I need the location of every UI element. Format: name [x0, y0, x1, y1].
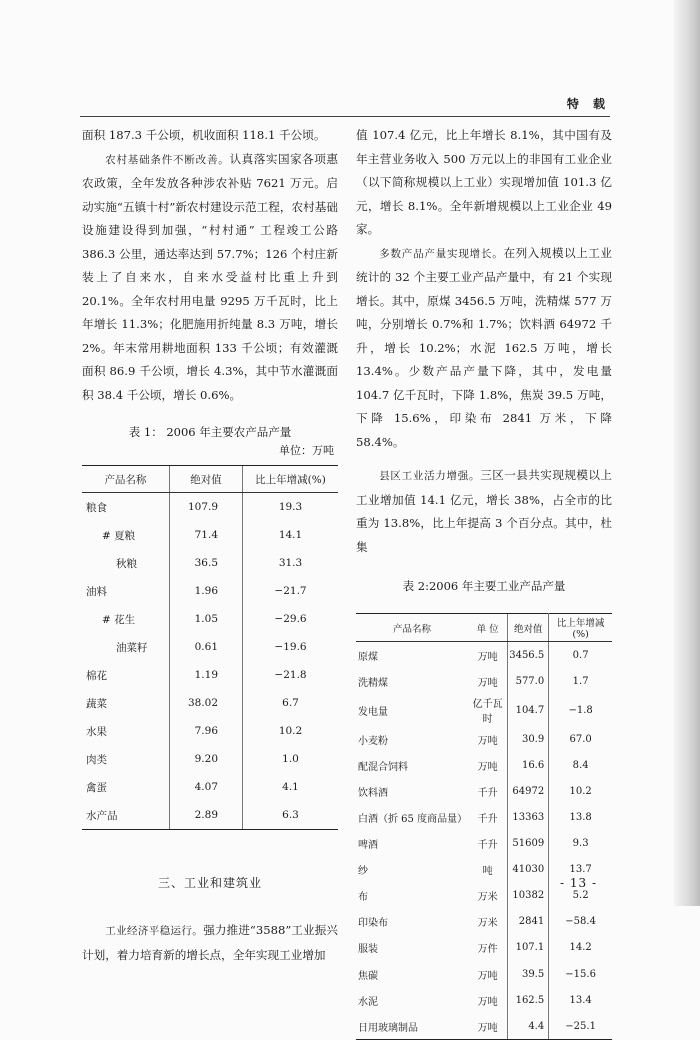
change-cell: 10.2	[569, 785, 592, 797]
change-cell: 9.3	[572, 838, 589, 850]
table-row	[82, 605, 338, 633]
paragraph-lead: 农村基础条件不断改善。	[105, 153, 230, 166]
paragraph	[82, 148, 338, 408]
product-name-cell: 秋粮	[116, 557, 137, 570]
paragraph-body: 强力推进“3588”工业振兴计划，着力培育新的增长点，全年实现工业增加	[82, 923, 338, 962]
product-name-cell: # 花生	[102, 613, 136, 626]
value-cell: 2841	[508, 909, 549, 935]
product-name-cell: 印染布	[358, 918, 388, 930]
page-number: - 13 -	[560, 876, 598, 890]
product-name-cell: 日用玻璃制品	[356, 1013, 468, 1040]
value-cell: 30.9	[508, 726, 549, 752]
change-cell: 10.2	[243, 717, 338, 745]
table-row	[356, 1013, 612, 1040]
product-name-cell: 蔬菜	[86, 697, 107, 710]
paragraph-lead: 多数产品产量实现增长。	[379, 247, 504, 260]
product-name-cell: 禽蛋	[86, 781, 107, 794]
value-cell: 162.5	[508, 987, 549, 1013]
unit-cell: 万吨	[477, 735, 498, 747]
column-header: 绝对值	[169, 466, 242, 493]
product-name-cell: 饮料酒	[358, 787, 388, 799]
table-unit: 单位：万吨	[279, 444, 334, 457]
column-header: 绝对值	[508, 614, 549, 642]
change-cell: 8.4	[572, 759, 589, 771]
paragraph-lead: 县区工业活力增强。	[379, 470, 481, 482]
value-cell: 71.4	[169, 521, 242, 549]
value-cell: 3456.5	[508, 642, 549, 669]
column-header: 单 位	[468, 614, 508, 642]
value-cell: 13363	[508, 804, 549, 830]
column-header: 产品名称	[356, 614, 468, 642]
product-name-cell: 肉类	[86, 753, 107, 766]
change-cell: 31.3	[243, 549, 338, 577]
paragraph-lead: 工业经济平稳运行。	[105, 925, 204, 937]
unit-cell: 万吨	[477, 996, 498, 1008]
unit-cell: 万吨	[477, 677, 498, 689]
value-cell: 51609	[508, 831, 549, 857]
product-name-cell: 焦碳	[358, 970, 378, 982]
table-row	[82, 689, 338, 717]
column-header: 产品名称	[82, 466, 169, 493]
product-name-cell: 小麦粉	[358, 735, 388, 747]
unit-cell: 吨	[482, 866, 493, 878]
table-row	[356, 752, 612, 778]
table-row	[82, 745, 338, 773]
product-name-cell: 粮食	[86, 501, 107, 514]
unit-cell: 万件	[477, 944, 498, 956]
table-row	[356, 831, 612, 857]
change-cell: −15.6	[565, 968, 596, 980]
table-caption: 表 1： 2006 年主要农产品产量	[128, 425, 292, 439]
right-column	[356, 124, 612, 1040]
paragraph-body: 三区一县共实现规模以上工业增加值 14.1 亿元，增长 38%，占全市的比重为 13.8%，比上年提高 3 个百分点。其中，杜集	[356, 468, 612, 554]
table-row	[82, 801, 338, 830]
table-row	[356, 778, 612, 804]
value-cell: 0.61	[169, 633, 242, 661]
change-cell: −21.8	[243, 661, 338, 689]
unit-cell: 万吨	[477, 761, 498, 773]
paragraph-body: 认真落实国家各项惠农政策，全年发放各种涉农补贴 7621 万元。启动实施“五镇十村”新农村建设示范工程，农村基础设施建设得到加强，“村村通” 工程竣工公路 386.3 公里，通达率达到 57.7%；126 个村庄新装上了自来水，自来水受益村比重上升到 20.1%。全年农村用电量 9295 万千瓦时，比上年增长 11.3%；化肥施用折纯量 8.3 万吨，增长 2%。年末常用耕地面积 133 千公顷；有效灌溉面积 86.9 千公顷，增长 4.3%，其中节水灌溉面积 38.4 千公顷，增长 0.6%。	[82, 151, 338, 402]
change-cell: 6.3	[243, 801, 338, 830]
value-cell: 1.19	[169, 661, 242, 689]
industrial-products-table	[356, 613, 612, 1040]
change-cell: 4.1	[243, 773, 338, 801]
table-header-row	[356, 614, 612, 642]
table-row	[82, 633, 338, 661]
product-name-cell: 纱	[358, 866, 368, 878]
value-cell: 64972	[508, 778, 549, 804]
table-row	[356, 987, 612, 1013]
paragraph	[82, 919, 338, 967]
table-row	[82, 549, 338, 577]
product-name-cell: 水产品	[82, 801, 169, 830]
table-row	[356, 909, 612, 935]
product-name-cell: 油料	[86, 585, 107, 598]
paragraph	[356, 464, 612, 559]
table-row	[356, 935, 612, 961]
column-header: 比上年增减(%)	[549, 614, 612, 642]
change-cell: −19.6	[243, 633, 338, 661]
agri-products-table	[82, 465, 338, 830]
value-cell: 577.0	[508, 668, 549, 694]
change-cell: 1.0	[243, 745, 338, 773]
product-name-cell: 棉花	[86, 669, 107, 682]
change-cell: 1.7	[572, 675, 589, 687]
table-row	[82, 717, 338, 745]
value-cell: 104.7	[508, 694, 549, 726]
product-name-cell: 原煤	[358, 651, 378, 663]
table-header-row	[82, 466, 338, 493]
value-cell: 2.89	[169, 801, 242, 830]
product-name-cell: 啤酒	[358, 840, 378, 852]
paragraph: 面积 187.3 千公顷，机收面积 118.1 千公顷。	[82, 128, 326, 142]
product-name-cell: 布	[358, 892, 368, 904]
change-cell: 13.4	[569, 994, 592, 1006]
change-cell: 14.1	[243, 521, 338, 549]
change-cell: 67.0	[569, 733, 592, 745]
table-row	[82, 521, 338, 549]
column-header: 比上年增减(%)	[243, 466, 338, 493]
product-name-cell: # 夏粮	[102, 529, 136, 542]
product-name-cell: 洗精煤	[358, 677, 388, 689]
unit-cell: 万吨	[477, 970, 498, 982]
change-cell: 19.3	[243, 493, 338, 522]
table-row	[82, 577, 338, 605]
value-cell: 39.5	[508, 961, 549, 987]
table-row	[82, 661, 338, 689]
change-cell: 14.2	[569, 942, 592, 954]
paragraph: 值 107.4 亿元，比上年增长 8.1%，其中国有及年主营业务收入 500 万元以上的非国有工业企业（以下简称规模以上工业）实现增加值 101.3 亿元，增长 8.1%。全年新增规模以上工业企业 49 家。	[356, 128, 612, 236]
value-cell: 38.02	[169, 689, 242, 717]
value-cell: 41030	[508, 857, 549, 883]
product-name-cell: 白酒（折 65 度商品量）	[358, 814, 468, 826]
unit-cell: 万米	[477, 918, 498, 930]
product-name-cell: 油菜籽	[116, 641, 148, 654]
paragraph-body: 在列入规模以上工业统计的 32 个主要工业产品产量中，有 21 个实现增长。其中，原煤 3456.5 万吨，洗精煤 577 万吨，分别增长 0.7%和 1.7%；饮料酒 64972 千升，增长 10.2%；水泥 162.5 万吨，增长 13.4%。少数产品产量下降，其中，发电量 104.7 亿千瓦时，下降 1.8%，焦炭 39.5 万吨，下降 15.6%，印染布 2841 万米，下降 58.4%。	[356, 245, 612, 449]
unit-cell: 万米	[477, 892, 498, 904]
change-cell: −21.7	[243, 577, 338, 605]
header-rule	[80, 116, 610, 117]
table-caption: 表 2:2006 年主要工业产品产量	[402, 579, 566, 593]
table-row	[356, 694, 612, 726]
value-cell: 9.20	[169, 745, 242, 773]
value-cell: 16.6	[508, 752, 549, 778]
value-cell: 7.96	[169, 717, 242, 745]
table-row	[356, 804, 612, 830]
product-name-cell: 水果	[86, 725, 107, 738]
change-cell: 13.7	[569, 864, 592, 876]
table-row	[356, 668, 612, 694]
product-name-cell: 服装	[358, 944, 378, 956]
table-row	[82, 773, 338, 801]
value-cell: 4.07	[169, 773, 242, 801]
change-cell: −1.8	[568, 704, 593, 716]
value-cell: 4.4	[508, 1013, 549, 1040]
table-row	[82, 493, 338, 522]
value-cell: 107.1	[508, 935, 549, 961]
change-cell: −25.1	[549, 1013, 612, 1040]
table-row	[356, 642, 612, 669]
product-name-cell: 水泥	[358, 996, 378, 1008]
value-cell: 1.96	[169, 577, 242, 605]
unit-cell: 万吨	[477, 651, 498, 663]
unit-cell: 万吨	[468, 1013, 508, 1040]
unit-cell: 亿千瓦时	[472, 699, 503, 726]
change-cell: −29.6	[243, 605, 338, 633]
value-cell: 36.5	[169, 549, 242, 577]
value-cell: 107.9	[169, 493, 242, 522]
product-name-cell: 配混合饲料	[358, 761, 408, 773]
change-cell: −58.4	[565, 916, 596, 928]
table-row	[356, 726, 612, 752]
unit-cell: 千升	[477, 787, 498, 799]
change-cell: 5.2	[572, 890, 589, 902]
change-cell: 6.7	[243, 689, 338, 717]
unit-cell: 千升	[477, 840, 498, 852]
value-cell: 1.05	[169, 605, 242, 633]
unit-cell: 千升	[477, 814, 498, 826]
section-heading: 三、工业和建筑业	[157, 876, 262, 890]
page-edge-shadow	[674, 0, 700, 906]
running-header: 特 载	[566, 97, 610, 111]
table-row	[356, 961, 612, 987]
change-cell: 0.7	[572, 649, 589, 661]
paragraph	[356, 242, 612, 455]
value-cell: 10382	[508, 883, 549, 909]
product-name-cell: 发电量	[358, 706, 388, 718]
change-cell: 13.8	[569, 812, 592, 824]
left-column	[82, 124, 338, 967]
